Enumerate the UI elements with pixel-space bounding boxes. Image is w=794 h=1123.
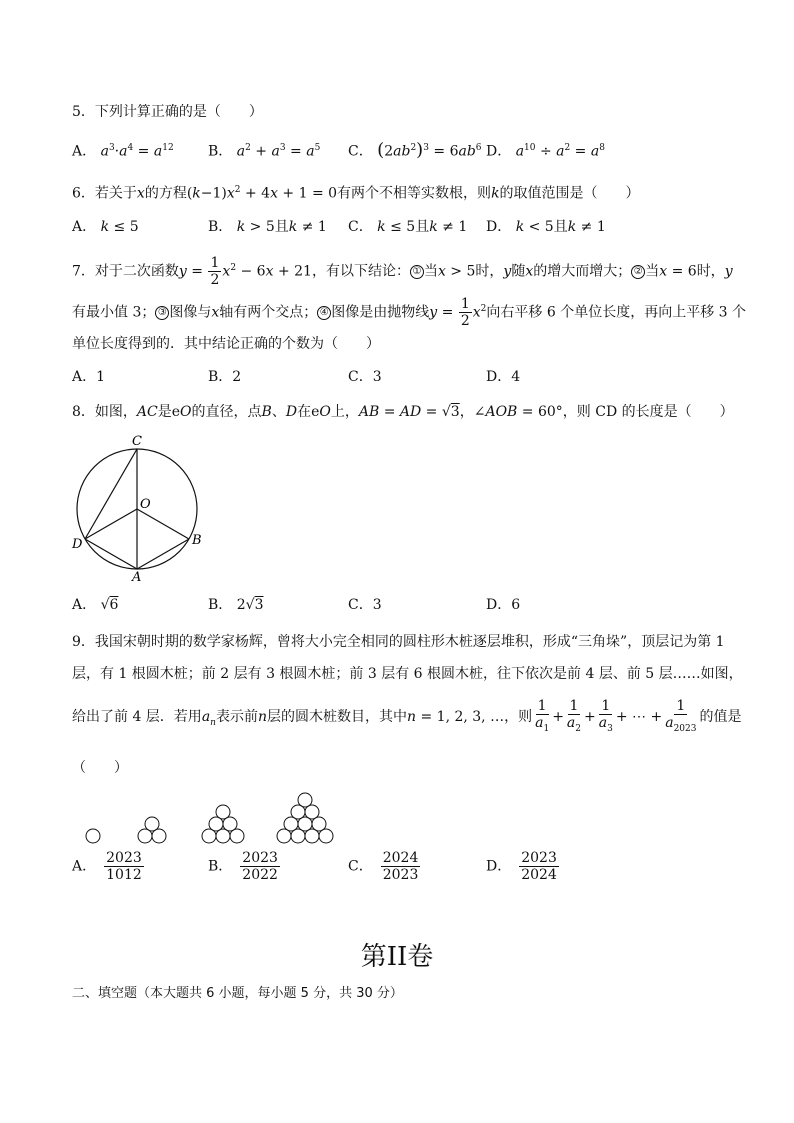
q7-line3: 单位长度得到的．其中结论正确的个数为（ ） [72,336,380,352]
chord-da [85,539,137,569]
q7-option-a: A．1 [72,369,106,385]
q9-line1: 9．我国宋朝时期的数学家杨辉，曾将大小完全相同的圆柱形木桩逐层堆积，形成“三角垛”，顶层记为第 1 [72,634,725,650]
q6-stem: 6．若关于x的方程$(k-1)x^2 + 4x + 1 = 0$有两个不相等实数根，则k的取值范围是（ ） [72,185,640,202]
q7-line1: 7．对于二次函数y = $\frac{1}{2}$ $x^2 - 6x + 21$，有以下结论： ① 当x > 5时，y随x的增大而增大； ② 当x = 6时，y [72,255,733,289]
q9-option-a: A． $\frac{2023}{1012}$ [72,850,142,883]
chord-cd [85,449,137,539]
label-a: A [132,570,142,585]
label-c: C [132,434,142,449]
q5-option-d: D． $a^{10} \div a^2 = a^8$ [486,143,605,160]
q5-stem: 5．下列计算正确的是（ ） [72,104,263,120]
part2-title: 第II卷 [360,942,434,972]
q9-line3: 给出了前 4 层．若用$a_n$表示前n层的圆木桩数目，其中n = 1, 2, 3, …，则 $\frac{1}{a_1}$ + $\frac{1}{a_2}$ + $\frac{1}{a_3}$ + ⋯ + $\frac{1}{a_{2023}}$ 的值是 [72,697,742,734]
q6-option-d: D． k < 5且k ≠ 1 [486,219,606,235]
section2-heading: 二、填空题（本大题共 6 小题，每小题 5 分，共 30 分） [72,986,403,1001]
q7-option-d: D．4 [486,369,521,385]
q9-line4: （ ） [72,760,128,776]
q9-option-d: D． $\frac{2023}{2024}$ [486,850,557,883]
q8-option-b: B． 2√3 [208,597,264,613]
q5-option-b: B． $a^2 + a^3 = a^5$ [208,143,321,160]
q6-option-b: B． k > 5且k ≠ 1 [208,219,327,235]
q5-option-a: A． $a^3\cdot a^4 = a^{12}$ [72,143,174,160]
q8-option-c: C．3 [348,597,382,613]
chord-ab [137,539,189,569]
label-b: B [192,533,202,548]
label-o: O [140,497,151,512]
q9-option-b: B． $\frac{2023}{2022}$ [208,850,278,883]
label-d: D [72,537,83,552]
q7-option-c: C．3 [348,369,382,385]
segment-ob [137,509,189,539]
segment-od [85,509,137,539]
q8-option-a: A． √6 [72,597,119,613]
q8-stem: 8．如图，AC是eO的直径，点B、D在eO上，AB = AD = √3，∠AOB = 60°，则 CD 的长度是（ ） [72,404,734,420]
q7-line2: 有最小值 3； ③ 图像与x轴有两个交点； ④ 图像是由抛物线y = $\frac{1}{2}$ $x^2$向右平移 6 个单位长度，再向上平移 3 个 [72,296,747,330]
q5-option-c: C． $(2ab^2)^3 = 6ab^6$ [348,139,482,161]
q6-option-c: C． k ≤ 5且k ≠ 1 [348,219,468,235]
q9-figure [80,788,350,848]
q7-option-b: B．2 [208,369,242,385]
q8-figure [70,430,210,585]
q9-line2: 层，有 1 根圆木桩；前 2 层有 3 根圆木桩；前 3 层有 6 根圆木桩，往下依次是前 4 层、前 5 层……如图， [72,666,743,682]
q6-option-a: A． k ≤ 5 [72,219,139,235]
q8-option-d: D．6 [486,597,521,613]
q9-option-c: C． $\frac{2024}{2023}$ [348,850,419,883]
